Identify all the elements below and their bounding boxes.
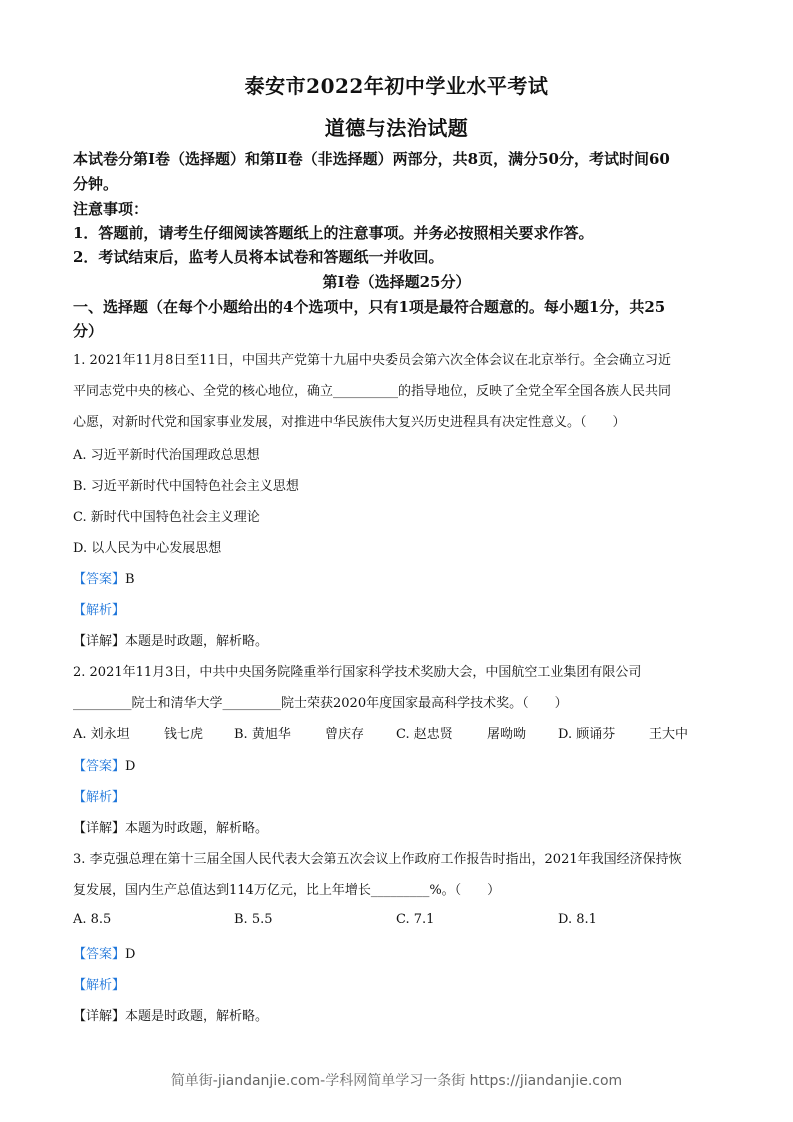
- q2-option-b-1: B. 黄旭华: [234, 727, 291, 742]
- q2-option-c-2: 屠呦呦: [487, 727, 527, 742]
- q2-option-d-2: 王大中: [649, 727, 689, 742]
- q2-answer: [73, 755, 135, 774]
- q2-option-a-1: A. 刘永坦: [73, 727, 130, 742]
- q3-option-a: A. 8.5: [73, 912, 112, 927]
- q2-stem-line-1: 2. 2021年11月3日，中共中央国务院隆重举行国家科学技术奖励大会，中国航空工业集团有限公司: [73, 665, 642, 680]
- q1-stem-line-2: 平同志党中央的核心、全党的核心地位，确立__________的指导地位，反映了全党全军全国各族人民共同: [73, 384, 672, 399]
- q3-stem-line-2: 复发展，国内生产总值达到114万亿元，比上年增长_________%。（ ）: [73, 883, 501, 898]
- q1-stem-line-3: 心愿，对新时代党和国家事业发展，对推进中华民族伟大复兴历史进程具有决定性意义。（ ）: [73, 415, 626, 430]
- notice-title: 注意事项：: [73, 200, 149, 218]
- answer-value: D: [125, 947, 136, 962]
- q3-option-c: C. 7.1: [396, 912, 435, 927]
- q2-option-b-2: 曾庆存: [325, 727, 365, 742]
- exam-subtitle: 道德与法治试题: [324, 116, 469, 140]
- detail-text: 本题是时政题，解析略。: [125, 1009, 269, 1024]
- q2-detail: [73, 817, 268, 836]
- q1-stem-line-1: 1. 2021年11月8日至11日，中国共产党第十九届中央委员会第六次全体会议在北京举行。全会确立习近: [73, 353, 671, 368]
- section-desc-1: 一、选择题（在每个小题给出的4个选项中，只有1项是最符合题意的。每小题1分，共25: [73, 298, 666, 316]
- q2-option-c-1: C. 赵忠贤: [396, 727, 453, 742]
- q1-option-c: C. 新时代中国特色社会主义理论: [73, 510, 260, 525]
- answer-tag: 【答案】: [73, 759, 126, 774]
- q2-option-a-2: 钱七虎: [164, 727, 204, 742]
- detail-tag: 【详解】: [73, 821, 126, 836]
- answer-value: D: [125, 759, 136, 774]
- q3-detail: [73, 1005, 268, 1024]
- notice-item-2: 2．考试结束后，监考人员将本试卷和答题纸一并收回。: [73, 248, 444, 266]
- intro-line-2: 分钟。: [73, 175, 119, 193]
- q1-option-d: D. 以人民为中心发展思想: [73, 541, 222, 556]
- q1-option-b: B. 习近平新时代中国特色社会主义思想: [73, 479, 299, 494]
- detail-text: 本题为时政题，解析略。: [125, 821, 269, 836]
- notice-item-1: 1．答题前，请考生仔细阅读答题纸上的注意事项。并务必按照相关要求作答。: [73, 224, 594, 242]
- q3-analysis-tag: 【解析】: [73, 978, 126, 993]
- q2-option-d-1: D. 顾诵芬: [558, 727, 616, 742]
- answer-tag: 【答案】: [73, 572, 126, 587]
- q3-answer: [73, 943, 135, 962]
- detail-tag: 【详解】: [73, 634, 126, 649]
- q1-option-a: A. 习近平新时代治国理政总思想: [73, 448, 260, 463]
- q3-option-b: B. 5.5: [234, 912, 273, 927]
- q1-analysis-tag: 【解析】: [73, 603, 126, 618]
- intro-line-1: 本试卷分第Ⅰ卷（选择题）和第Ⅱ卷（非选择题）两部分，共8页，满分50分，考试时间60: [73, 150, 670, 168]
- q3-stem-line-1: 3. 李克强总理在第十三届全国人民代表大会第五次会议上作政府工作报告时指出，2021年我国经济保持恢: [73, 852, 682, 867]
- q2-analysis-tag: 【解析】: [73, 790, 126, 805]
- detail-tag: 【详解】: [73, 1009, 126, 1024]
- detail-text: 本题是时政题，解析略。: [125, 634, 269, 649]
- answer-tag: 【答案】: [73, 947, 126, 962]
- exam-title: 泰安市2022年初中学业水平考试: [244, 74, 549, 98]
- section-desc-2: 分）: [73, 322, 104, 340]
- answer-value: B: [125, 572, 135, 587]
- section-title: 第I卷（选择题25分）: [322, 273, 471, 291]
- q1-detail: [73, 630, 268, 649]
- q3-option-d: D. 8.1: [558, 912, 597, 927]
- footer-watermark: 简单街-jiandanjie.com-学科网简单学习一条街 https://jiandanjie.com: [170, 1073, 623, 1089]
- q2-stem-line-2: _________院士和清华大学_________院士荣获2020年度国家最高科学技术奖。（ ）: [73, 696, 568, 711]
- q1-answer: [73, 568, 135, 587]
